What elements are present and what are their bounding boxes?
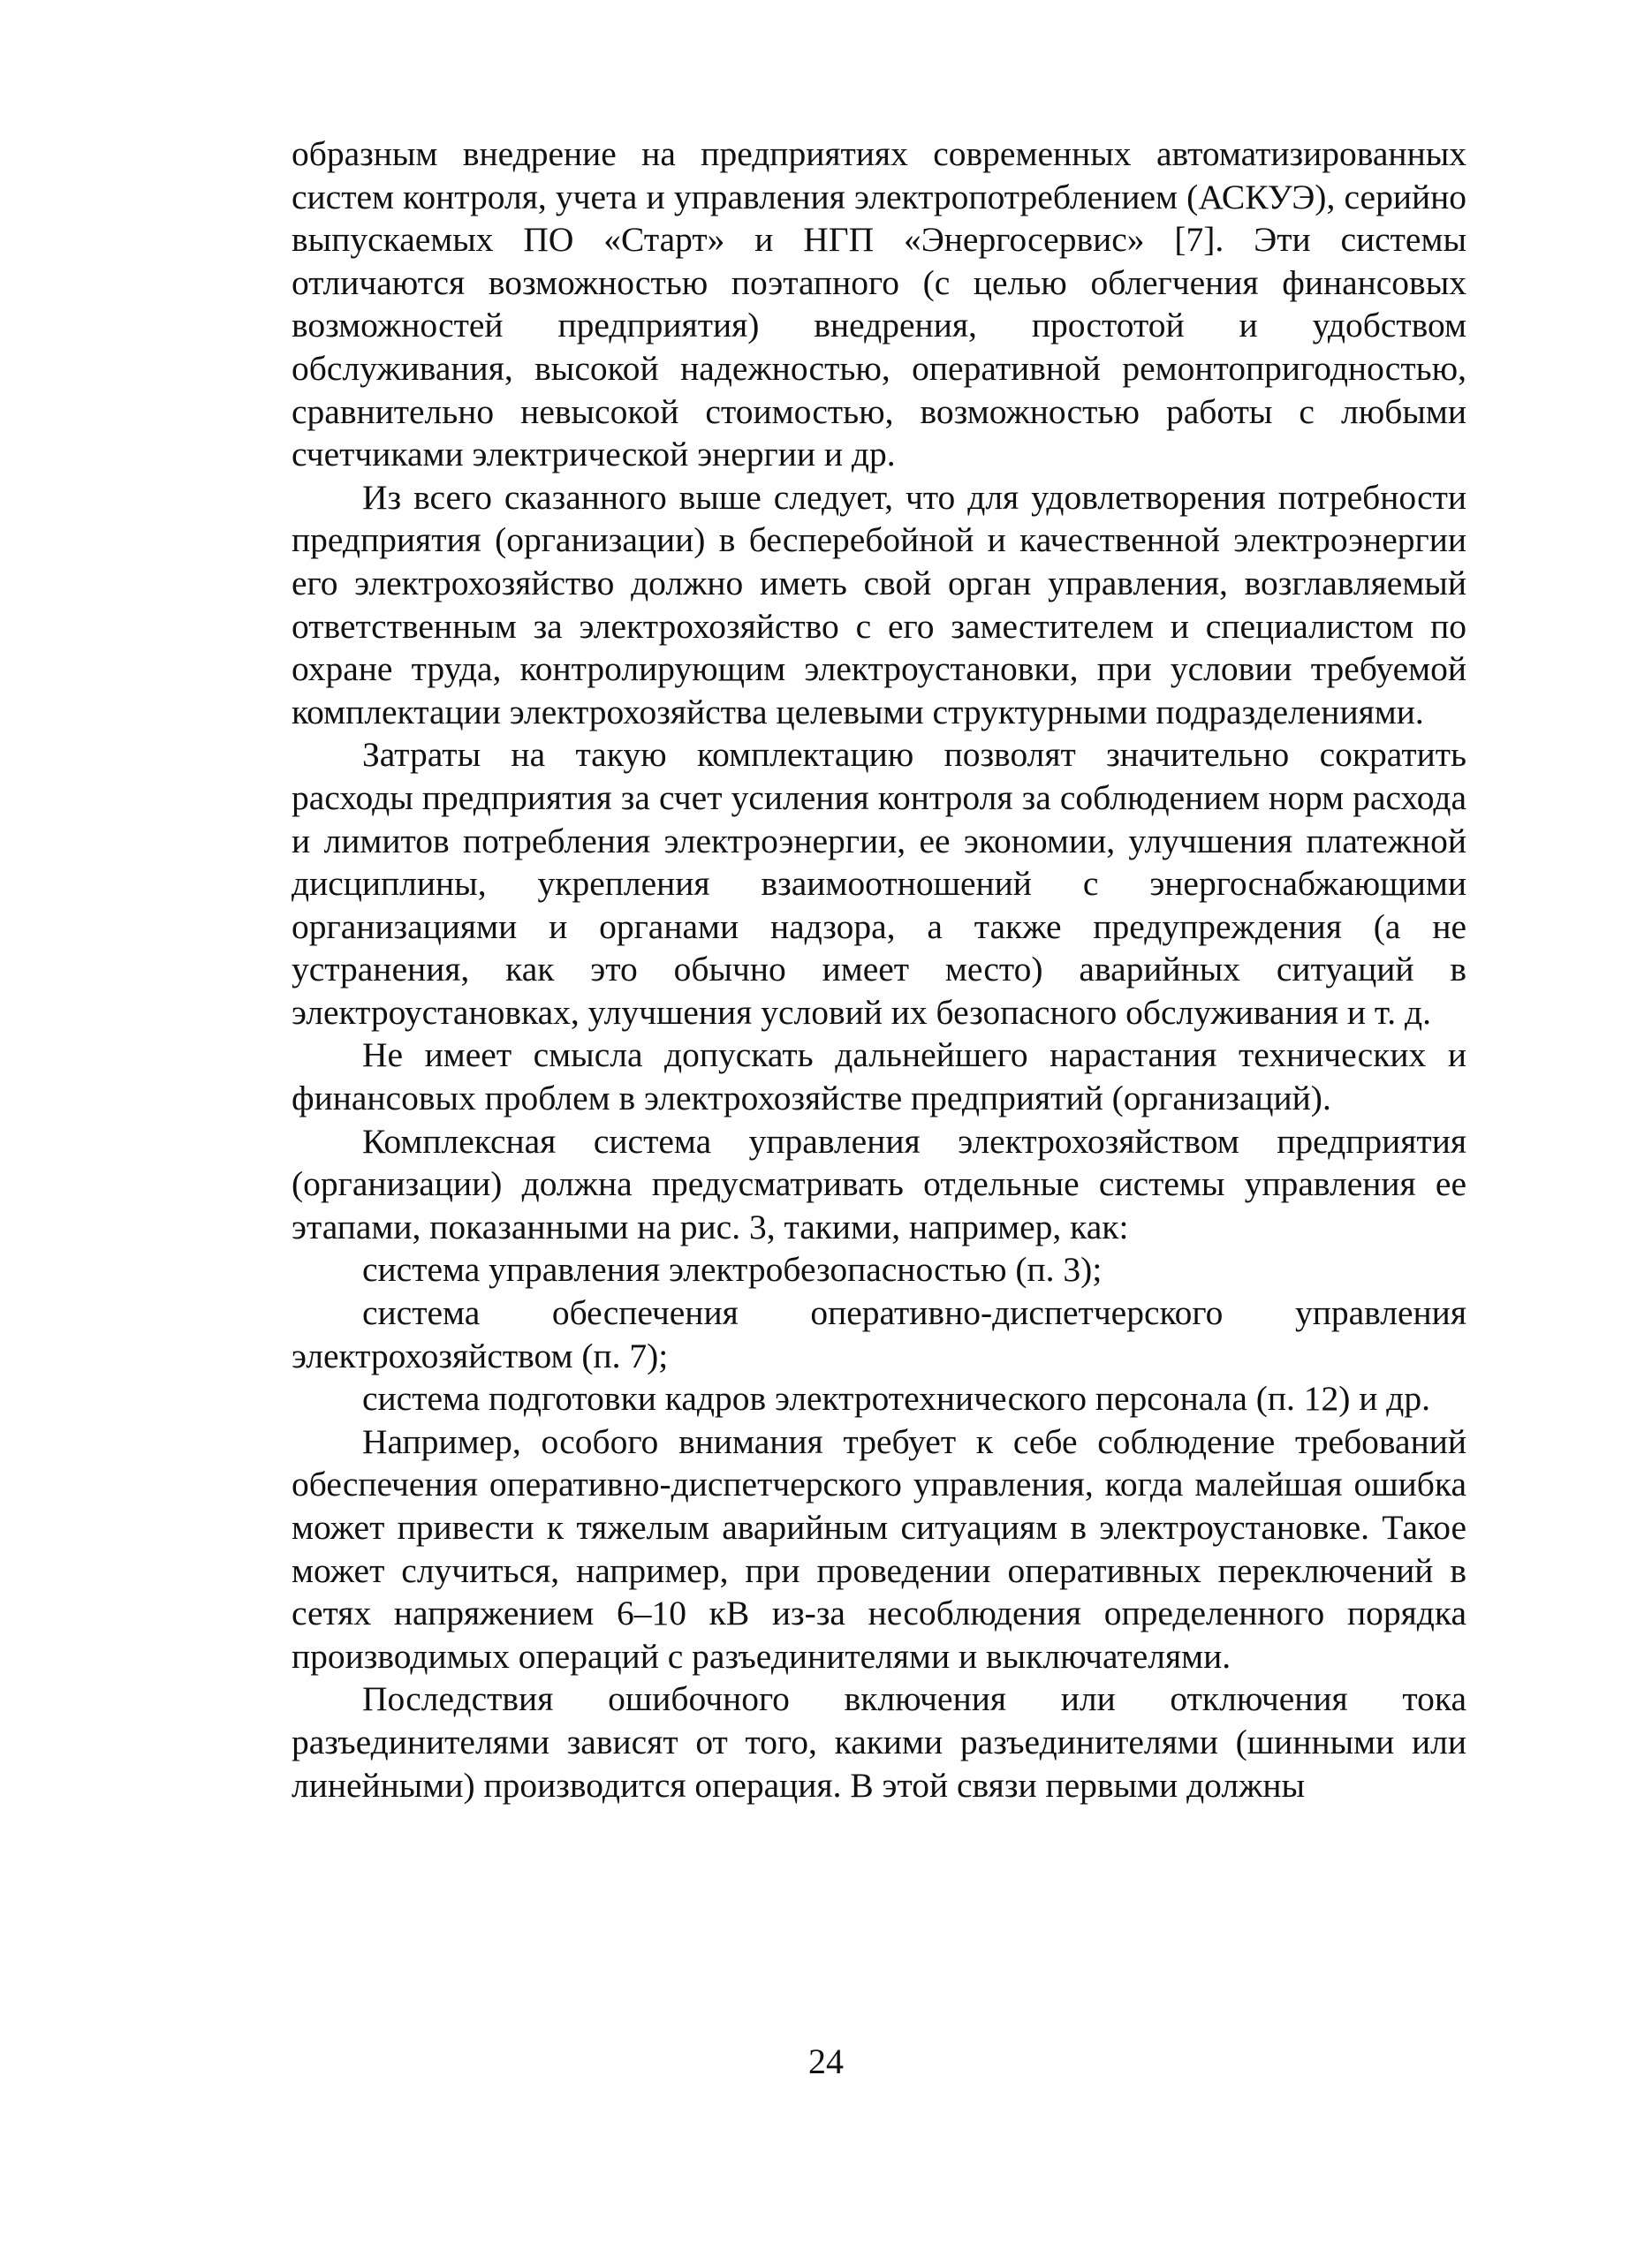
body-text — [292, 133, 1466, 1806]
paragraph-6: Например, особого внимания требует к себе соблюдение требований обеспечения оперативно-диспетчерского управления, когда малейшая ошибка может привести к тяжелым аварийным ситуациям в электроустановке. Такое может случиться, например, при проведении оперативных переключений в сетях напряжением 6–10 кВ из-за несоблюдения определенного порядка производимых операций с разъединителями и выключателями. — [292, 1421, 1466, 1676]
list-item-3: система подготовки кадров электротехнического персонала (п. 12) и др. — [362, 1379, 1431, 1419]
paragraph-3: Затраты на такую комплектацию позволят значительно сократить расходы предприятия за счет усиления контроля за соблюдением норм расхода и лимитов потребления электроэнергии, ее экономии, улучшения платежной дисциплины, укрепления взаимоотношений с энергоснабжающими организациями и органами надзора, а также предупреждения (а не устранения, как это обычно имеет место) аварийных ситуаций в электроустановках, улучшения условий их безопасного обслуживания и т. д. — [292, 735, 1466, 1032]
list-item-2: система обеспечения оперативно-диспетчерского управления электрохозяйством (п. 7); — [292, 1293, 1466, 1375]
paragraph-7: Последствия ошибочного включения или отключения тока разъединителями зависят от того, какими разъединителями (шинными или линейными) производится операция. В этой связи первыми должны — [292, 1679, 1466, 1805]
paragraph-1: образным внедрение на предприятиях современных автоматизированных систем контроля, учета и управления электропотреблением (АСКУЭ), серийно выпускаемых ПО «Старт» и НГП «Энергосервис» [7]. Эти системы отличаются возможностью поэтапного (с целью облегчения финансовых возможностей предприятия) внедрения, простотой и удобством обслуживания, высокой надежностью, оперативной ремонтопригодностью, сравнительно невысокой стоимостью, возможностью работы с любыми счетчиками электрической энергии и др. — [292, 134, 1466, 474]
list-item-1: система управления электробезопасностью (п. 3); — [362, 1250, 1103, 1290]
paragraph-4: Не имеет смысла допускать дальнейшего нарастания технических и финансовых проблем в электрохозяйстве предприятий (организаций). — [292, 1035, 1466, 1118]
paragraph-2: Из всего сказанного выше следует, что для удовлетворения потребности предприятия (организации) в бесперебойной и качественной электроэнергии его электрохозяйство должно иметь свой орган управления, возглавляемый ответственным за электрохозяйство с его заместителем и специалистом по охране труда, контролирующим электроустановки, при условии требуемой комплектации электрохозяйства целевыми структурными подразделениями. — [292, 477, 1466, 731]
paragraph-5: Комплексная система управления электрохозяйством предприятия (организации) должна предусматривать отдельные системы управления ее этапами, показанными на рис. 3, такими, например, как: — [292, 1121, 1466, 1246]
page-number: 24 — [808, 2041, 844, 2081]
